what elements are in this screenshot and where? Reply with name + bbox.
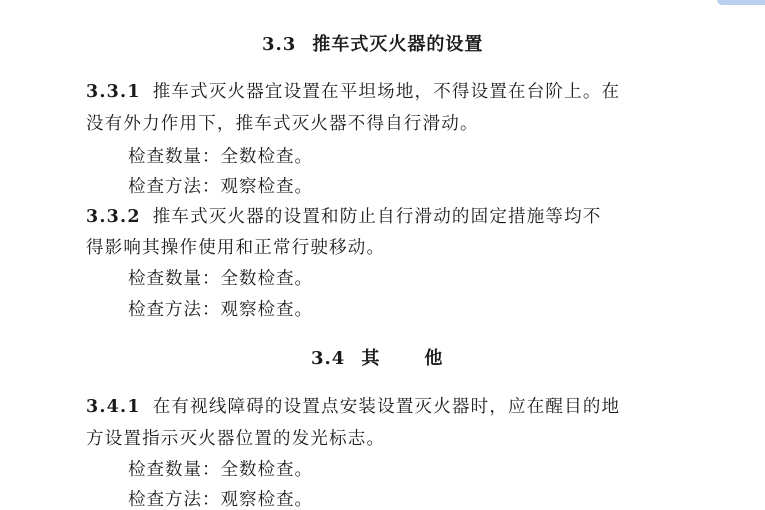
check-method: 检查方法：观察检查。: [128, 490, 313, 510]
section-title-part-2: 他: [424, 348, 444, 369]
clause-3-3-1-line-1: [86, 78, 620, 103]
check-quantity: 检查数量：全数检查。: [128, 147, 313, 167]
section-heading-3-3: [262, 30, 483, 56]
clause-3-3-2-line-1: [86, 203, 602, 228]
check-quantity: 检查数量：全数检查。: [128, 460, 313, 480]
clause-3-4-1-line-1: [86, 393, 620, 418]
section-number: 3.3: [262, 34, 297, 55]
clause-3-3-2-line-2: 得影响其操作使用和正常行驶移动。: [86, 238, 386, 258]
section-number: 3.4: [311, 348, 346, 369]
corner-tab[interactable]: [717, 0, 765, 5]
clause-number: 3.4.1: [86, 397, 141, 417]
section-heading-3-4: [311, 344, 443, 370]
clause-number: 3.3.2: [86, 207, 141, 227]
clause-3-3-1-line-2: 没有外力作用下，推车式灭火器不得自行滑动。: [86, 114, 479, 134]
check-method: 检查方法：观察检查。: [128, 300, 313, 320]
clause-text: 推车式灭火器的设置和防止自行滑动的固定措施等均不: [152, 207, 602, 227]
clause-3-4-1-line-2: 方设置指示灭火器位置的发光标志。: [86, 429, 386, 449]
section-title: 推车式灭火器的设置: [312, 34, 484, 55]
clause-text: 在有视线障碍的设置点安装设置灭火器时，应在醒目的地: [152, 397, 621, 417]
check-method: 检查方法：观察检查。: [128, 177, 313, 197]
clause-text: 推车式灭火器宜设置在平坦场地，不得设置在台阶上。在: [152, 82, 621, 102]
section-title-part-1: 其: [361, 348, 381, 369]
clause-number: 3.3.1: [86, 82, 141, 102]
check-quantity: 检查数量：全数检查。: [128, 269, 313, 289]
